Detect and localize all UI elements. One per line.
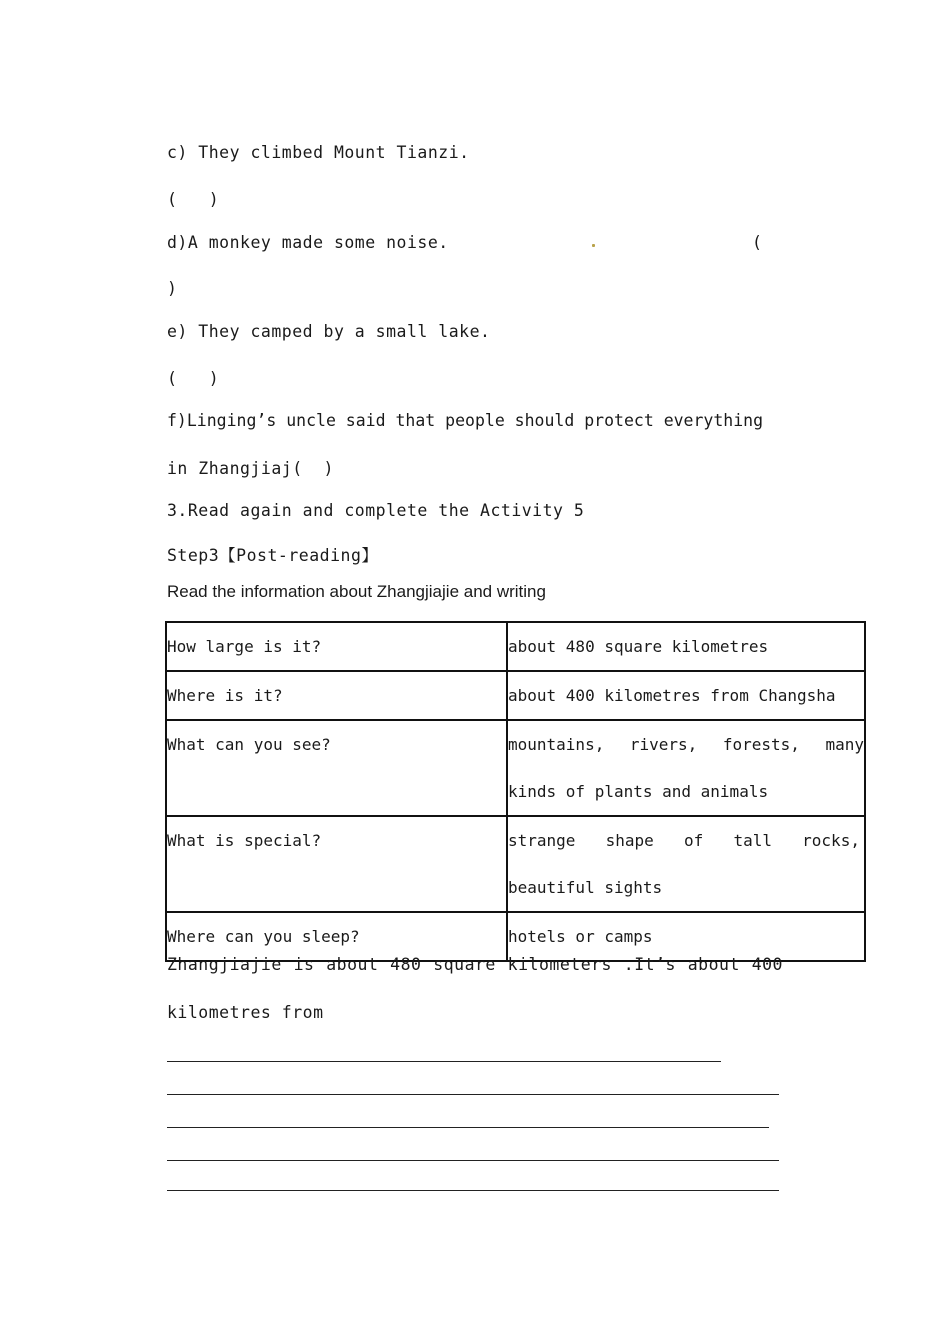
writing-word: square bbox=[433, 955, 496, 974]
table-question: What can you see? bbox=[166, 720, 507, 816]
writing-word: .It’s bbox=[623, 955, 676, 974]
writing-line-2: kilometres from bbox=[167, 1003, 324, 1022]
answer-bracket-d-open: ( bbox=[752, 233, 763, 252]
answer-blank-line[interactable] bbox=[167, 1190, 779, 1191]
answer-line-2: beautiful sights bbox=[508, 878, 663, 897]
answer-word: many bbox=[825, 735, 864, 754]
writing-word: 480 bbox=[390, 955, 422, 974]
step-3-heading: Step3【Post-reading】 bbox=[167, 546, 379, 565]
item-f: f)Linging’s uncle said that people should protect everything bbox=[167, 411, 764, 430]
item-e: e) They camped by a small lake. bbox=[167, 322, 491, 341]
answer-word: shape bbox=[605, 831, 654, 850]
info-table bbox=[165, 621, 866, 962]
table-row bbox=[166, 912, 865, 961]
writing-word: about bbox=[687, 955, 740, 974]
answer-word: tall bbox=[733, 831, 772, 850]
task-3-heading: 3.Read again and complete the Activity 5 bbox=[167, 501, 585, 520]
instruction-text: Read the information about Zhangjiajie and writing bbox=[167, 582, 546, 601]
table-row bbox=[166, 816, 865, 912]
answer-word: of bbox=[683, 831, 704, 850]
item-c: c) They climbed Mount Tianzi. bbox=[167, 143, 470, 162]
answer-bracket-c: ( ) bbox=[167, 190, 220, 209]
table-row bbox=[166, 671, 865, 720]
answer-bracket-e: ( ) bbox=[167, 369, 220, 388]
table-row bbox=[166, 720, 865, 816]
answer-bracket-d-close: ) bbox=[167, 279, 178, 298]
table-question: How large is it? bbox=[166, 622, 507, 671]
table-row bbox=[166, 622, 865, 671]
table-answer bbox=[507, 816, 865, 912]
table-answer bbox=[507, 720, 865, 816]
answer-word: strange bbox=[508, 831, 576, 850]
table-answer: about 400 kilometres from Changsha bbox=[507, 671, 865, 720]
answer-word: rivers, bbox=[629, 735, 698, 754]
table-answer: hotels or camps bbox=[507, 912, 865, 961]
answer-blank-line[interactable] bbox=[167, 1160, 779, 1161]
writing-word: about bbox=[326, 955, 379, 974]
answer-word: forests, bbox=[722, 735, 800, 754]
table-question: What is special? bbox=[166, 816, 507, 912]
answer-blank-line[interactable] bbox=[167, 1127, 769, 1128]
answer-line-2: kinds of plants and animals bbox=[508, 782, 769, 801]
answer-blank-line[interactable] bbox=[167, 1094, 779, 1095]
item-f-continued: in Zhangjiaj( ) bbox=[167, 459, 334, 478]
table-question: Where can you sleep? bbox=[166, 912, 507, 961]
answer-blank-line[interactable] bbox=[167, 1061, 721, 1062]
table-answer: about 480 square kilometres bbox=[507, 622, 865, 671]
writing-word: 400 bbox=[751, 955, 783, 974]
decorative-dot bbox=[592, 244, 595, 247]
writing-line-1 bbox=[167, 955, 783, 974]
item-d: d)A monkey made some noise. bbox=[167, 233, 449, 252]
table-question: Where is it? bbox=[166, 671, 507, 720]
answer-word: mountains, bbox=[508, 735, 605, 754]
writing-word: kilometers bbox=[507, 955, 612, 974]
writing-word: is bbox=[293, 955, 315, 974]
answer-word: rocks, bbox=[802, 831, 860, 850]
writing-word: Zhangjiajie bbox=[167, 955, 282, 974]
